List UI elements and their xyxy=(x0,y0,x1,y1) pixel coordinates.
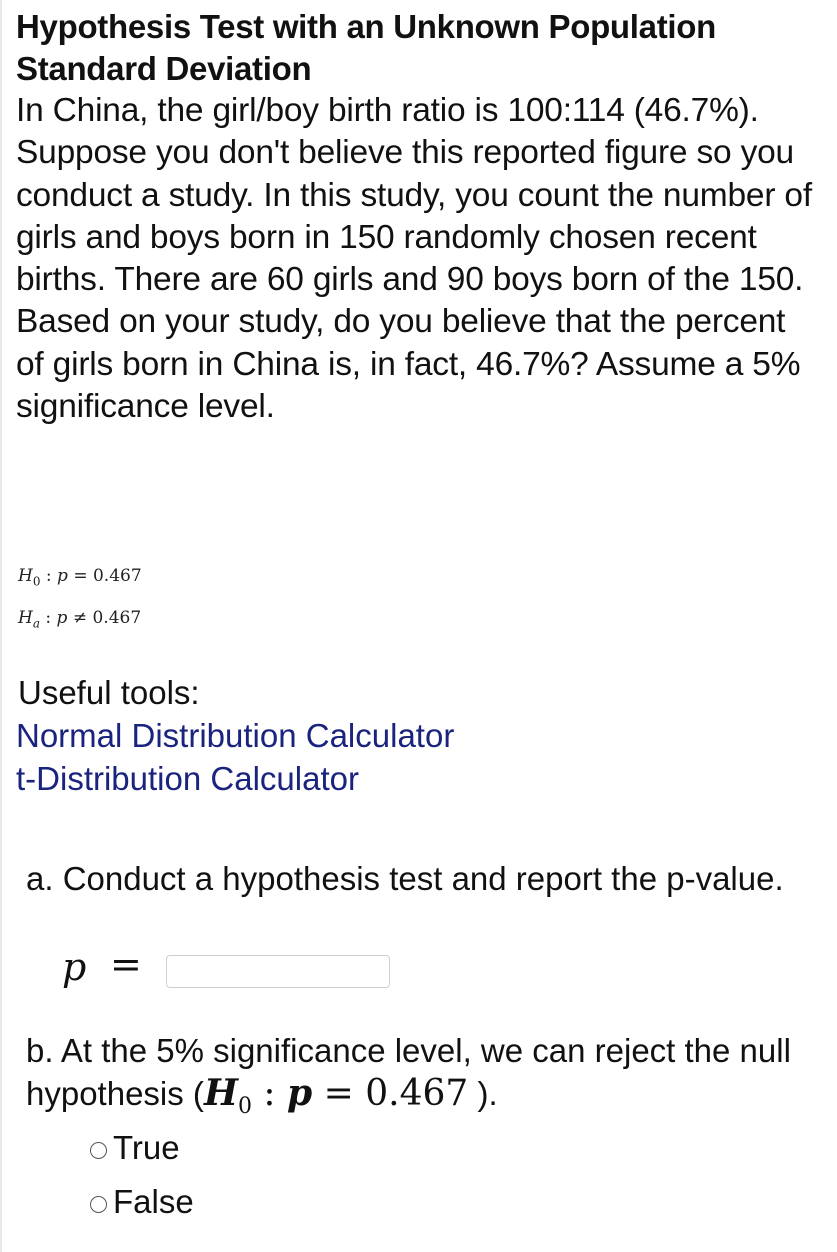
useful-tools-label: Useful tools: xyxy=(18,674,200,711)
radio-true[interactable] xyxy=(90,1142,107,1159)
option-true[interactable]: True xyxy=(90,1129,180,1167)
part-b-question: b. At the 5% significance level, we can reject the null hypothesis ($H_0$ : p = 0.467 ). xyxy=(26,1032,791,1120)
radio-false[interactable] xyxy=(90,1196,107,1213)
question-title: Hypothesis Test with an Unknown Population Standard Deviation xyxy=(16,8,716,87)
problem-statement: In China, the girl/boy birth ratio is 100:114 (46.7%). Suppose you don't believe this reported figure so you conduct a study. In this study, you count the number of girls and boys born in 150 randomly chosen recent births. There are 60 girls and 90 boys born of the 150. Based on your study, do you believe that the percent of girls born in China is, in fact, 46.7%? Assume a 5% significance level. xyxy=(16,92,812,426)
t-distribution-calculator-link[interactable]: t-Distribution Calculator xyxy=(16,760,359,797)
null-hypothesis: $H_0$ : p = 0.467 xyxy=(18,566,142,589)
equals-sign: = xyxy=(110,942,142,986)
normal-distribution-calculator-link[interactable]: Normal Distribution Calculator xyxy=(16,717,455,754)
p-variable: p xyxy=(62,945,87,989)
part-a-question: a. Conduct a hypothesis test and report the p-value. xyxy=(26,860,784,897)
p-value-input[interactable] xyxy=(166,955,390,988)
alternative-hypothesis: $H_a$ : p ≠ 0.467 xyxy=(18,608,142,631)
option-false[interactable]: False xyxy=(90,1183,194,1221)
